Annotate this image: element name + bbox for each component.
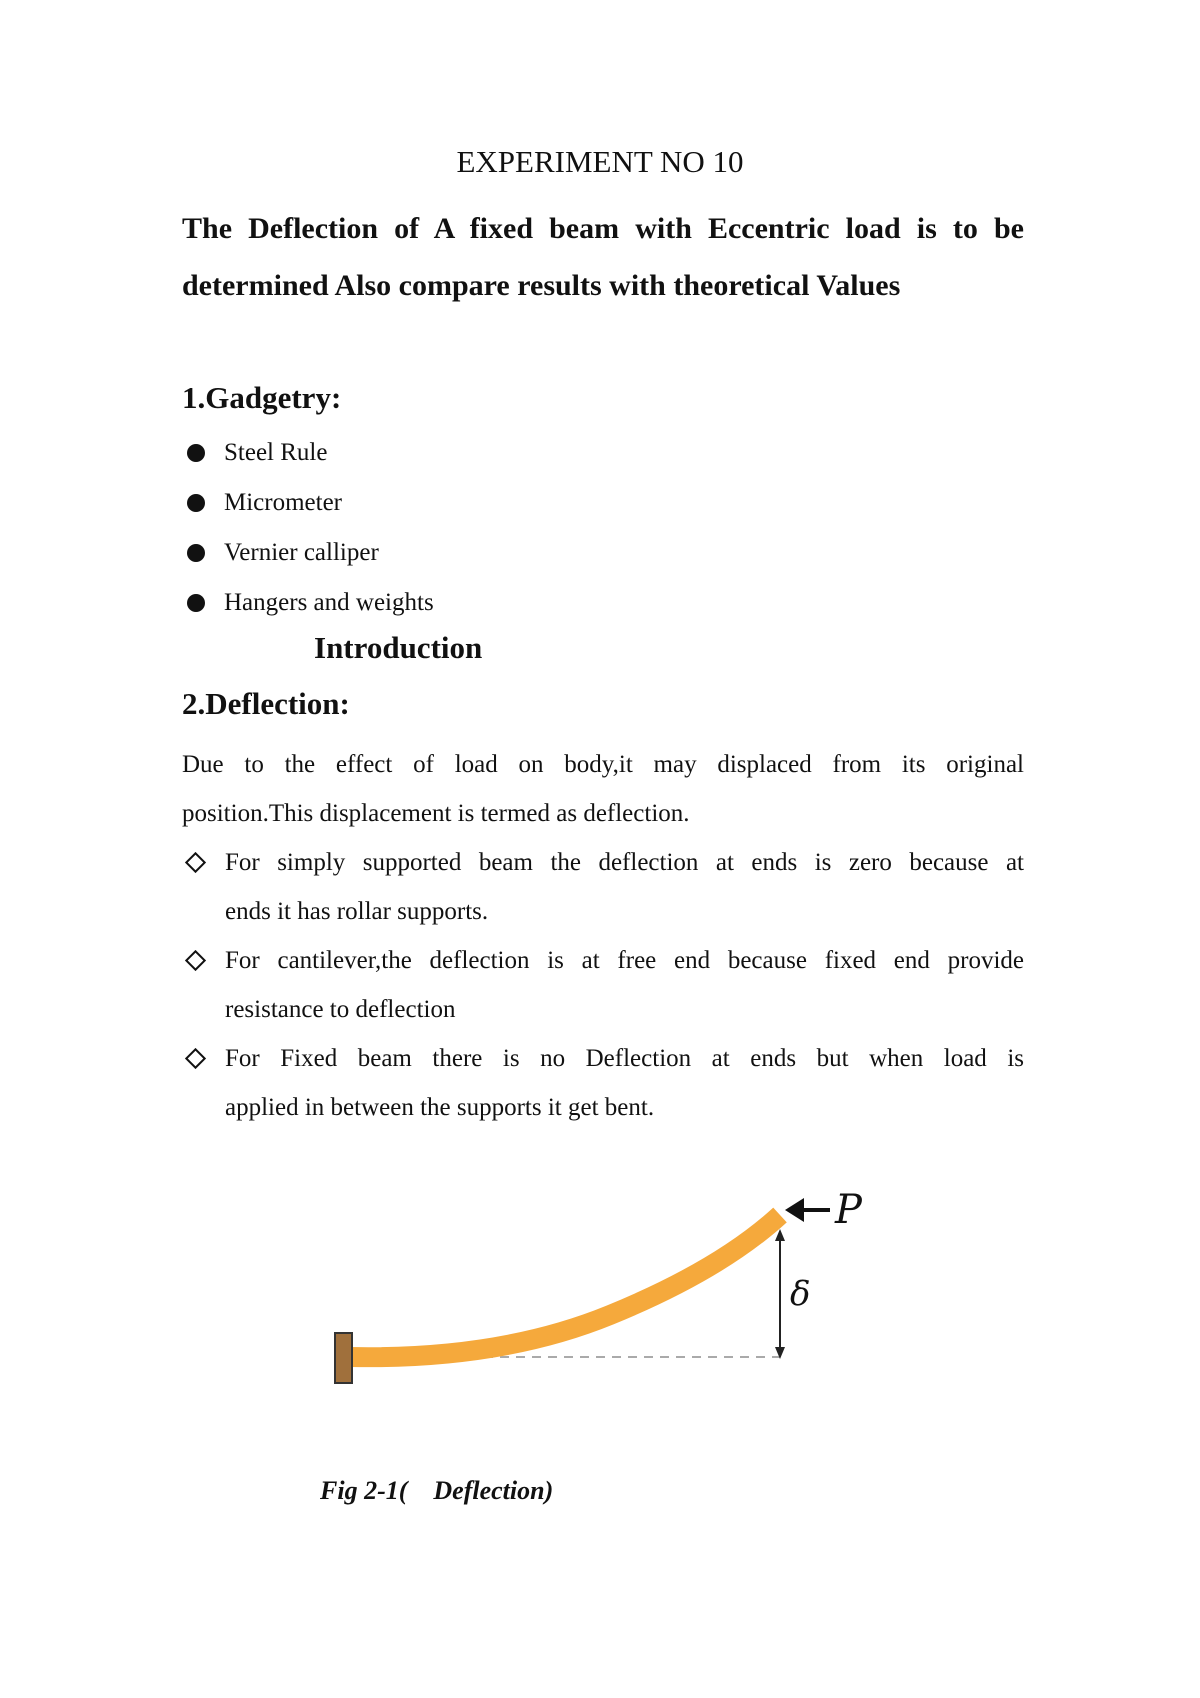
point-line-1: For simply supported beam the deflection at ends is zero because at	[225, 849, 1024, 876]
gadgetry-list	[182, 428, 434, 628]
deflection-points	[182, 838, 1024, 1132]
point-line-1: For cantilever,the deflection is at free end because fixed end provide	[225, 947, 1024, 974]
caption-part-1: Fig 2-1(	[320, 1476, 408, 1505]
list-item	[182, 528, 434, 578]
fixed-support	[335, 1333, 352, 1383]
list-item-label: Micrometer	[224, 489, 343, 516]
diamond-bullet-icon	[185, 950, 206, 971]
main-heading	[182, 200, 1024, 314]
point-line-2: resistance to deflection	[225, 996, 456, 1023]
load-arrow-icon	[785, 1198, 804, 1222]
bullet-icon	[187, 494, 205, 512]
main-heading-line-1: The Deflection of A fixed beam with Eccentric load is to be	[182, 212, 1024, 245]
paragraph-line-1: Due to the effect of load on body,it may displaced from its original	[182, 751, 1024, 778]
main-heading-line-2: determined Also compare results with theoretical Values	[182, 269, 901, 302]
point-line-1: For Fixed beam there is no Deflection at ends but when load is	[225, 1045, 1024, 1072]
deflection-paragraph	[182, 740, 1024, 838]
deflection-symbol: δ	[790, 1274, 811, 1314]
list-item-label: Steel Rule	[224, 439, 328, 466]
caption-part-2: Deflection)	[433, 1476, 554, 1505]
diamond-bullet-icon	[185, 852, 206, 873]
paragraph-line-2: position.This displacement is termed as deflection.	[182, 800, 690, 827]
introduction-heading: Introduction	[314, 630, 483, 665]
figure-caption	[320, 1474, 553, 1508]
deflection-figure	[320, 1185, 900, 1405]
bullet-icon	[187, 594, 205, 612]
diamond-bullet-icon	[185, 1048, 206, 1069]
experiment-title: EXPERIMENT NO 10	[456, 144, 744, 179]
point-line-2: ends it has rollar supports.	[225, 898, 489, 925]
list-item	[182, 1034, 1024, 1132]
list-item-label: Vernier calliper	[224, 539, 379, 566]
deflection-heading: 2.Deflection:	[182, 686, 350, 721]
list-item-label: Hangers and weights	[224, 589, 434, 616]
list-item	[182, 578, 434, 628]
bullet-icon	[187, 544, 205, 562]
list-item	[182, 838, 1024, 936]
list-item	[182, 936, 1024, 1034]
bent-beam	[350, 1215, 780, 1357]
point-line-2: applied in between the supports it get bent.	[225, 1094, 655, 1121]
gadgetry-heading: 1.Gadgetry:	[182, 380, 342, 415]
list-item	[182, 428, 434, 478]
list-item	[182, 478, 434, 528]
bullet-icon	[187, 444, 205, 462]
load-label: P	[835, 1187, 862, 1233]
